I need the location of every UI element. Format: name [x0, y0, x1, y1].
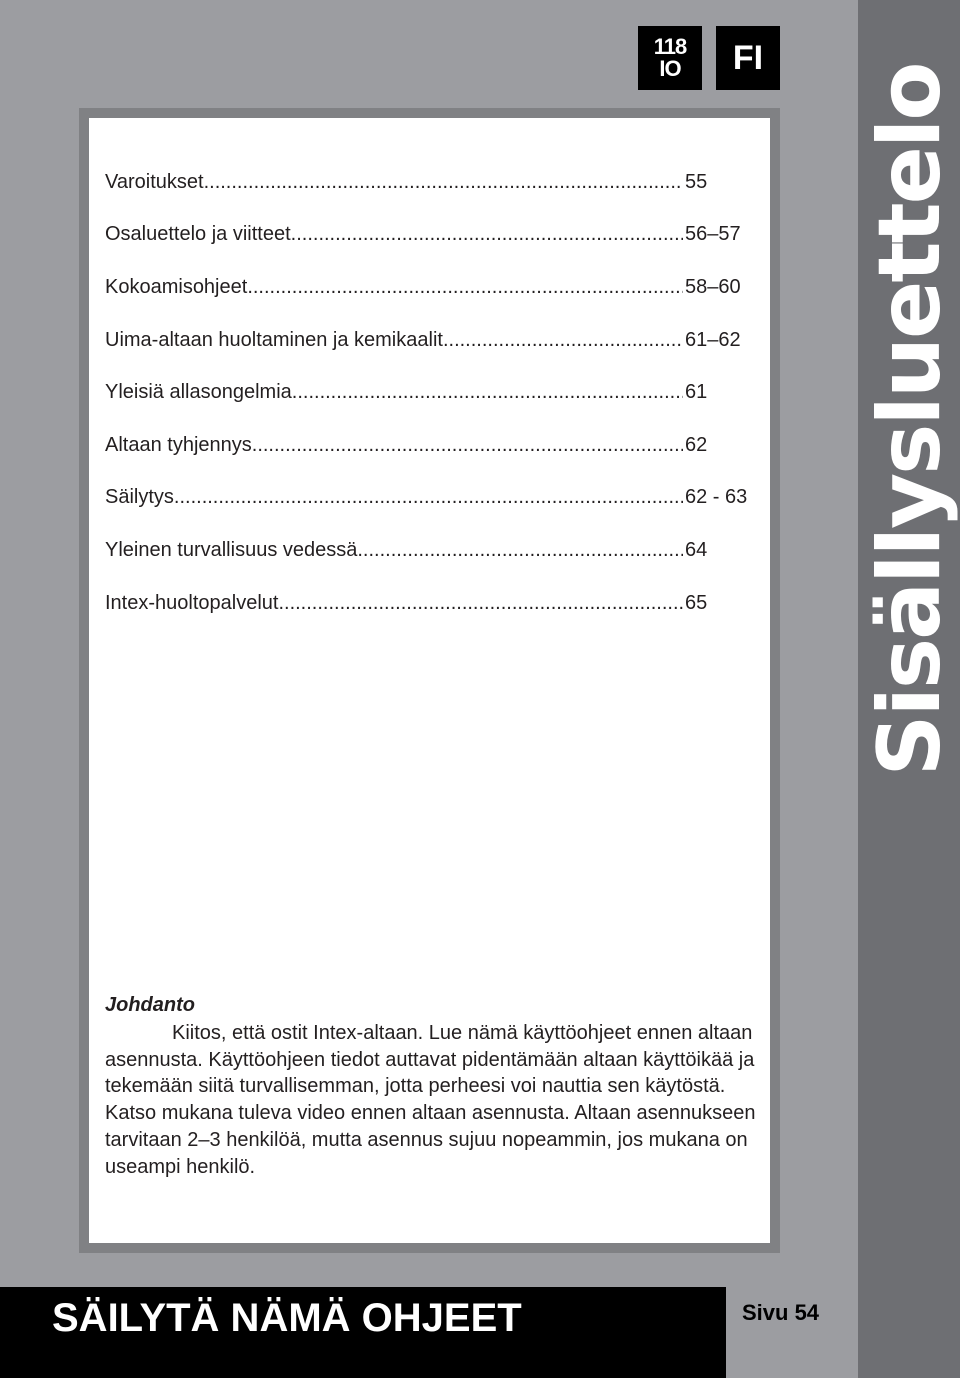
- toc-item-title: Yleisiä allasongelmia .....: [105, 381, 683, 404]
- toc-item-pages: 62 - 63: [685, 486, 748, 509]
- side-title: Sisällysluettelo: [860, 63, 960, 777]
- toc-item-pages: 65: [685, 591, 708, 614]
- page-number: Sivu 54: [742, 1300, 820, 1325]
- language-badge: FI: [716, 26, 780, 90]
- toc-item-pages: 55: [685, 170, 708, 193]
- toc-item-storage: [105, 472, 765, 525]
- toc-item-pages: 56–57: [685, 223, 741, 246]
- toc-item-title: Varoitukset .....: [105, 171, 683, 194]
- doc-code-line2: IO: [659, 56, 681, 81]
- toc-item-pages: 64: [685, 538, 708, 561]
- footer-title: SÄILYTÄ NÄMÄ OHJEET: [52, 1296, 522, 1340]
- toc-item-title: Intex-huoltopalvelut .....: [105, 592, 683, 615]
- toc-item-assembly: [105, 261, 765, 314]
- toc-item-service: [105, 577, 765, 630]
- toc-item-water-safety: [105, 524, 765, 577]
- toc-item-title: Säilytys .....: [105, 486, 683, 509]
- toc-item-title: Kokoamisohjeet .....: [105, 276, 683, 299]
- toc-item-pages: 58–60: [685, 275, 741, 298]
- toc-item-title: Altaan tyhjennys .....: [105, 434, 683, 457]
- toc-item-title: Uima-altaan huoltaminen ja kemikaalit .....: [105, 329, 683, 352]
- toc-item-title: Osaluettelo ja viitteet .....: [105, 223, 683, 246]
- toc-item-pages: 61: [685, 381, 708, 404]
- toc-item-pages: 62: [685, 433, 708, 456]
- table-of-contents: [105, 156, 765, 629]
- toc-item-title: Yleinen turvallisuus vedessä .....: [105, 539, 683, 562]
- doc-code-line1: 118: [653, 34, 687, 59]
- toc-item-maintenance: [105, 314, 765, 367]
- toc-item-problems: [105, 366, 765, 419]
- intro-heading: Johdanto: [105, 994, 195, 1016]
- toc-item-parts-list: [105, 209, 765, 262]
- doc-code-badge: [638, 26, 702, 90]
- toc-item-warnings: [105, 156, 765, 209]
- toc-item-draining: [105, 419, 765, 472]
- toc-item-pages: 61–62: [685, 328, 741, 351]
- intro-text: Kiitos, että ostit Intex-altaan. Lue nämä käyttöohjeet ennen altaan asennusta. Käyttöohjeen tiedot auttavat pidentämään altaan käyttöikää ja tekemään siitä turvallisemman, jotta perheesi voi nauttia sen käytöstä. Katso mukana tuleva video ennen altaan asennusta. Altaan asennukseen tarvitaan 2–3 henkilöä, mutta asennus sujuu nopeammin, jos mukana on useampi henkilö.: [105, 1022, 756, 1178]
